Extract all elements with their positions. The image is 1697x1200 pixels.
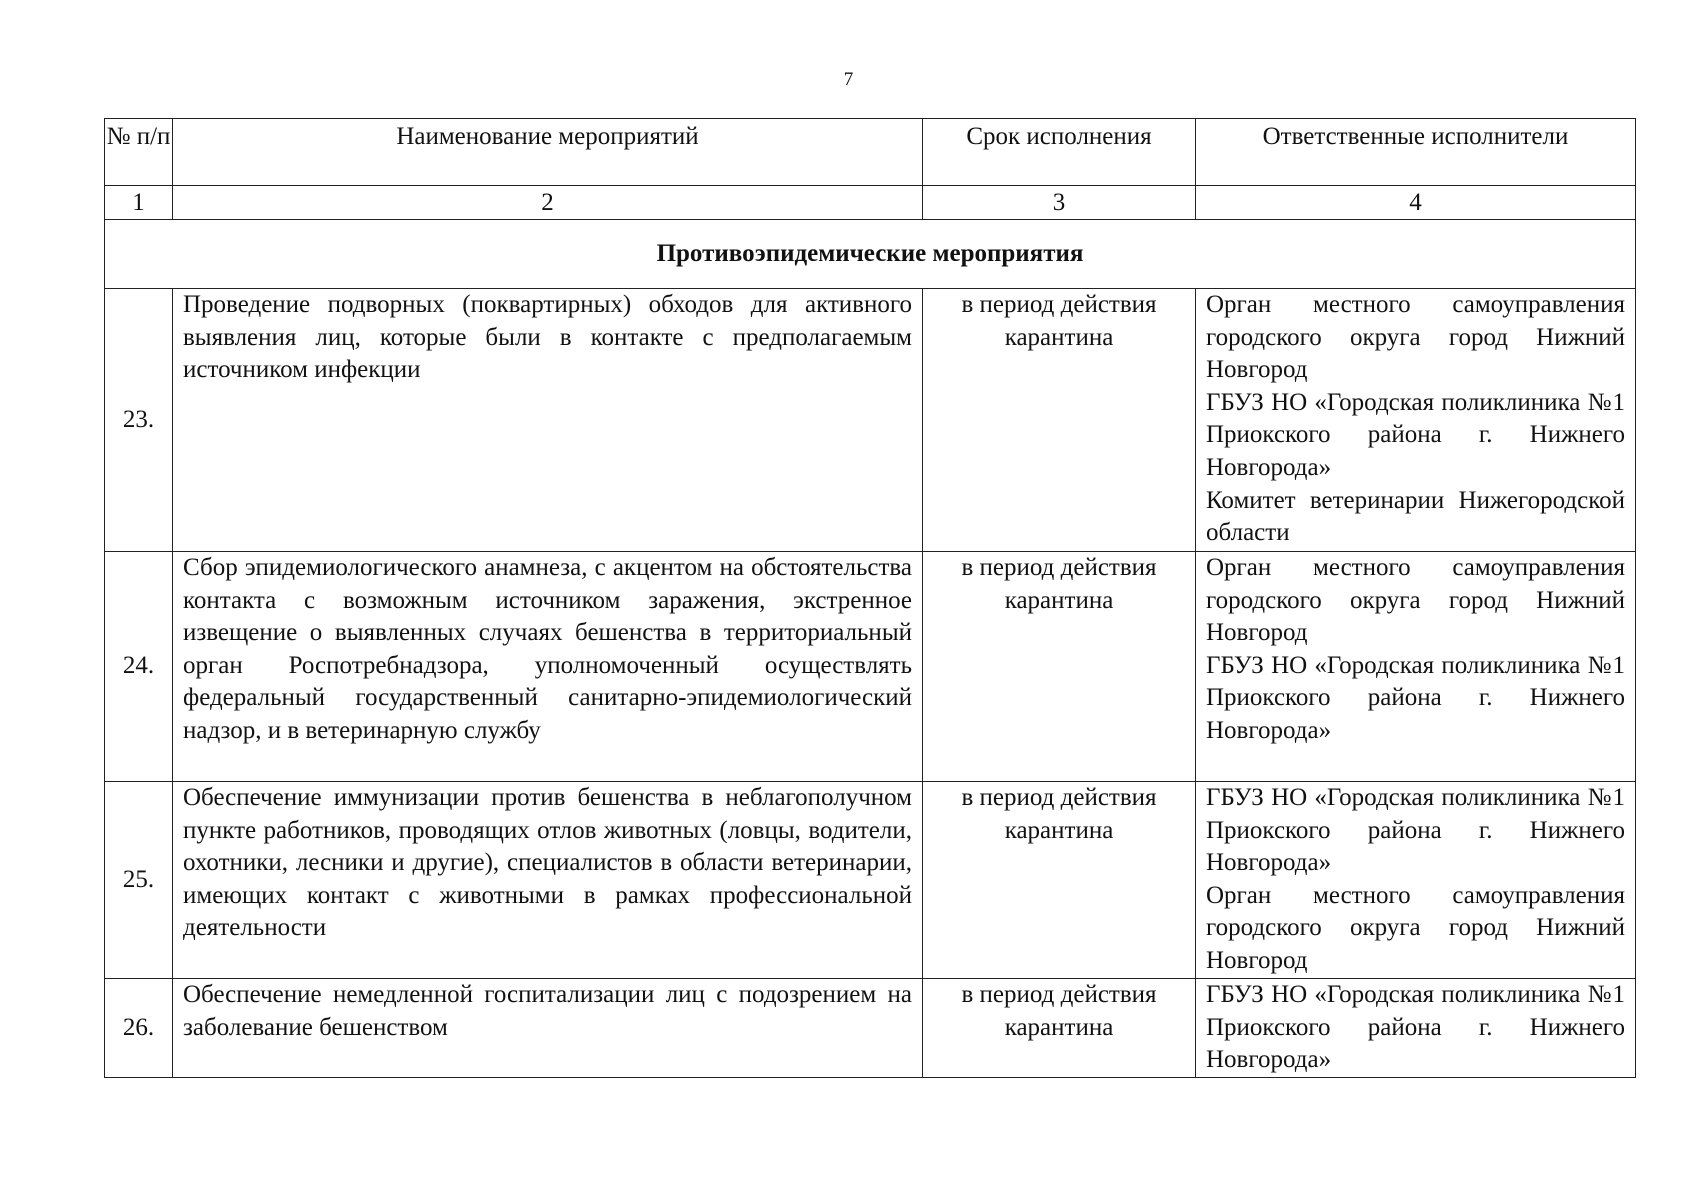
measures-table xyxy=(104,118,1636,1078)
measure-name: Обеспечение немедленной госпитализации лиц с подозрением на заболевание бешенством xyxy=(173,979,923,1078)
table-row xyxy=(105,552,1636,782)
page-number: 7 xyxy=(843,69,854,90)
measure-term: в период действия карантина xyxy=(923,782,1196,979)
row-number: 26. xyxy=(105,979,173,1078)
section-title: Противоэпидемические мероприятия xyxy=(105,220,1636,289)
header-number: № п/п xyxy=(105,119,173,186)
row-number: 24. xyxy=(105,552,173,782)
measure-name: Сбор эпидемиологического анамнеза, с акцентом на обстоятельства контакта с возможным источником заражения, экстренное извещение о выявленных случаях бешенства в территориальный орган Роспотребнадзора, уполномоченный осуществлять федеральный государственный санитарно-эпидемиологический надзор, и в ветеринарную службу xyxy=(173,552,923,782)
responsible-party: ГБУЗ НО «Городская поликлиника №1 Приокского района г. Нижнего Новгорода» xyxy=(1206,651,1625,744)
column-number-3: 3 xyxy=(923,186,1196,220)
measure-responsible xyxy=(1196,782,1636,979)
measure-responsible xyxy=(1196,979,1636,1078)
column-numbers-row xyxy=(105,186,1636,220)
measure-name: Обеспечение иммунизации против бешенства в неблагополучном пункте работников, проводящих отлов животных (ловцы, водители, охотники, лесники и другие), специалистов в области ветеринарии, имеющих контакт с животными в рамках профессиональной деятельности xyxy=(173,782,923,979)
responsible-party: ГБУЗ НО «Городская поликлиника №1 Приокского района г. Нижнего Новгорода» xyxy=(1206,388,1625,481)
measure-term: в период действия карантина xyxy=(923,552,1196,782)
responsible-party: Комитет ветеринарии Нижегородской области xyxy=(1206,486,1625,547)
table-row xyxy=(105,979,1636,1078)
header-name: Наименование мероприятий xyxy=(173,119,923,186)
responsible-party: ГБУЗ НО «Городская поликлиника №1 Приокского района г. Нижнего Новгорода» xyxy=(1206,784,1625,877)
header-responsible: Ответственные исполнители xyxy=(1196,119,1636,186)
responsible-party: Орган местного самоуправления городского округа город Нижний Новгород xyxy=(1206,881,1625,974)
measure-responsible xyxy=(1196,552,1636,782)
column-number-2: 2 xyxy=(173,186,923,220)
table-row xyxy=(105,782,1636,979)
row-number: 25. xyxy=(105,782,173,979)
column-number-1: 1 xyxy=(105,186,173,220)
column-number-4: 4 xyxy=(1196,186,1636,220)
row-number: 23. xyxy=(105,289,173,552)
responsible-party: Орган местного самоуправления городского округа город Нижний Новгород xyxy=(1206,554,1625,647)
measure-name: Проведение подворных (поквартирных) обходов для активного выявления лиц, которые были в контакте с предполагаемым источником инфекции xyxy=(173,289,923,552)
measure-term: в период действия карантина xyxy=(923,979,1196,1078)
responsible-party: ГБУЗ НО «Городская поликлиника №1 Приокского района г. Нижнего Новгорода» xyxy=(1206,981,1625,1074)
responsible-party: Орган местного самоуправления городского округа город Нижний Новгород xyxy=(1206,291,1625,384)
section-row xyxy=(105,220,1636,289)
header-term: Срок исполнения xyxy=(923,119,1196,186)
measure-term: в период действия карантина xyxy=(923,289,1196,552)
table-header-row xyxy=(105,119,1636,186)
measure-responsible xyxy=(1196,289,1636,552)
table-row xyxy=(105,289,1636,552)
